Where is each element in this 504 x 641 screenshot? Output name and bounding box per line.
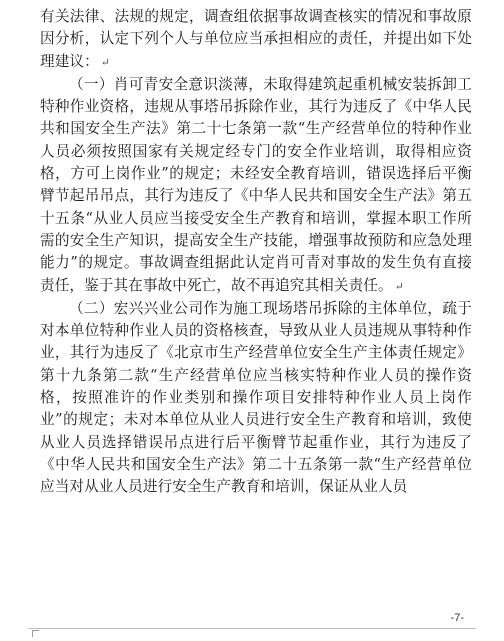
paragraph-item-1 <box>40 74 472 298</box>
paragraph-intro-text: 有关法律、法规的规定，调查组依据事故调查核实的情况和事故原因分析，认定下列个人与单位应当承担相应的责任，并提出如下处理建议： <box>40 8 472 70</box>
paragraph-return-mark: ↵ <box>100 55 111 69</box>
paragraph-item-1-text: （一）肖可青安全意识淡薄，未取得建筑起重机械安装拆卸工特种作业资格，违规从事塔吊拆除作业，其行为违反了《中华人民共和国安全生产法》第二十七条第一款“生产经营单位的特种作业人员必须按照国家有关规定经专门的安全作业培训，取得相应资格，方可上岗作业”的规定；未经安全教育培训，错误选择后平衡臂节起吊吊点，其行为违反了《中华人民共和国安全生产法》第五十五条“从业人员应当接受安全生产教育和培训，掌握本职工作所需的安全生产知识，提高安全生产技能，增强事故预防和应急处理能力”的规定。事故调查组据此认定肖可青对事故的发生负有直接责任，鉴于其在事故中死亡，故不再追究其相关责任。 <box>40 75 472 294</box>
document-body <box>40 6 472 500</box>
page-number: -7- <box>450 612 464 624</box>
paragraph-intro <box>40 6 472 74</box>
margin-corner-mark <box>32 630 39 637</box>
paragraph-item-2 <box>40 298 472 500</box>
paragraph-item-2-text: （二）宏兴兴业公司作为施工现场塔吊拆除的主体单位，疏于对本单位特种作业人员的资格核查，导致从业人员违规从事特种作业，其行为违反了《北京市生产经营单位安全生产主体责任规定》第十九条第二款“生产经营单位应当核实特种作业人员的操作资格，按照准许的作业类别和操作项目安排特种作业人员上岗作业”的规定；未对本单位从业人员进行安全生产教育和培训，致使从业人员选择错误吊点进行后平衡臂节起重作业，其行为违反了《中华人民共和国安全生产法》第二十五条第一款“生产经营单位应当对从业人员进行安全生产教育和培训，保证从业人员 <box>40 299 472 496</box>
paragraph-return-mark: ↵ <box>394 279 404 293</box>
footer-divider <box>28 628 476 629</box>
